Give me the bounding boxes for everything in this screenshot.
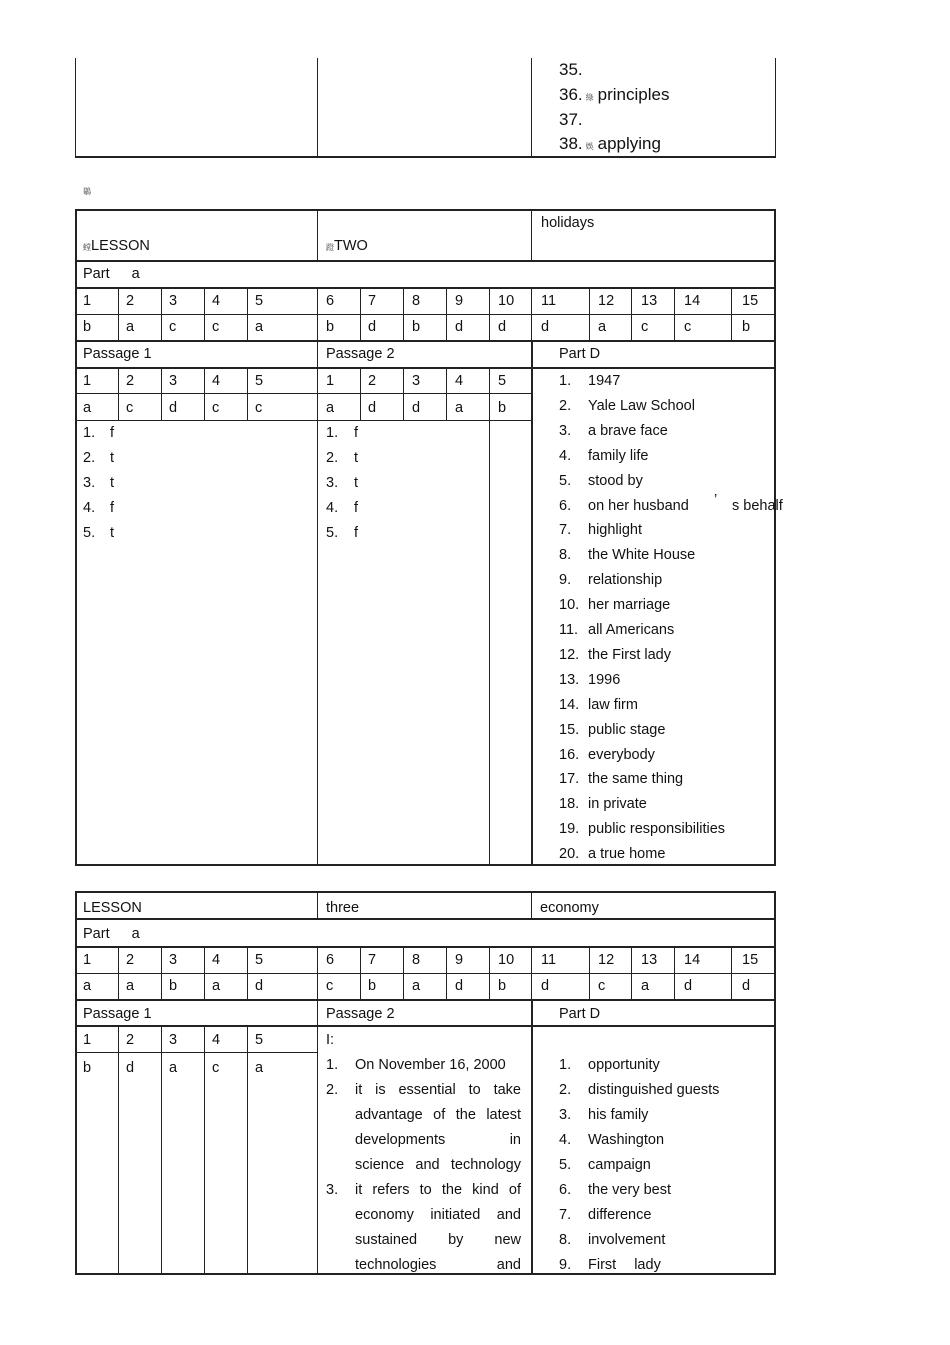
- passage2-item-number: 1.: [326, 1057, 339, 1073]
- passage2-answer: a: [455, 400, 464, 416]
- lesson-two-passage2-label: Passage 2: [326, 346, 395, 362]
- part-a-answer: b: [83, 319, 92, 335]
- partd-item-text: opportunity: [588, 1057, 660, 1073]
- top-answer-item: [559, 110, 583, 130]
- grid-line: [118, 367, 119, 420]
- top-answer-item: [559, 60, 583, 80]
- partd-item-text: involvement: [588, 1232, 666, 1248]
- part-a-answer: c: [641, 319, 649, 335]
- part-a-number: 5: [255, 293, 264, 309]
- part-a-number: 6: [326, 293, 335, 309]
- passage1-tf-number: 5.: [83, 525, 96, 541]
- part-a-number: 10: [498, 952, 515, 968]
- partd-item-number: 4.: [559, 1132, 572, 1148]
- item-number: 35.: [559, 60, 583, 79]
- part-a-answer: a: [255, 319, 264, 335]
- grid-line: [204, 288, 205, 341]
- passage2-number: 2: [368, 373, 377, 389]
- part-a-number: 7: [368, 293, 377, 309]
- passage1-number: 3: [169, 1032, 178, 1048]
- lesson-three-header-topic: economy: [540, 900, 599, 916]
- partd-item-number: 18.: [559, 796, 580, 813]
- passage2-intro: I:: [326, 1032, 335, 1048]
- part-a-answer: a: [641, 978, 650, 994]
- grid-line: [403, 947, 404, 1000]
- grid-line: [247, 288, 248, 341]
- passage1-tf-value: t: [110, 450, 115, 466]
- grid-line: [403, 367, 404, 420]
- passage2-item-line: sustained by new: [355, 1232, 521, 1248]
- passage2-tf-number: 2.: [326, 450, 339, 466]
- partd-item-text: First lady: [588, 1257, 661, 1273]
- grid-line: [360, 288, 361, 341]
- grid-line: [247, 1025, 248, 1275]
- partd-item-number: 19.: [559, 821, 580, 838]
- passage1-tf-number: 1.: [83, 425, 96, 441]
- part-a-answer: a: [83, 978, 92, 994]
- passage1-answer: c: [255, 400, 263, 416]
- part-a-number: 2: [126, 952, 135, 968]
- partd-item-text: the White House: [588, 547, 696, 564]
- partd-item-text: 1947: [588, 373, 621, 389]
- partd-item-text: Washington: [588, 1132, 665, 1148]
- passage1-tf-value: f: [110, 500, 115, 516]
- passage1-answer: a: [255, 1060, 264, 1076]
- passage2-number: 5: [498, 373, 507, 389]
- part-a-answer: d: [742, 978, 751, 994]
- part-a-number: 6: [326, 952, 335, 968]
- lesson-two-header-topic: holidays: [541, 215, 595, 231]
- passage1-answer: c: [212, 400, 220, 416]
- passage2-tf-number: 1.: [326, 425, 339, 441]
- passage1-number: 4: [212, 373, 221, 389]
- partd-item-text: distinguished guests: [588, 1082, 720, 1098]
- passage2-tf-value: f: [354, 425, 359, 441]
- partd-item-number: 10.: [559, 597, 580, 614]
- part-a-number: 4: [212, 293, 221, 309]
- passage1-tf-value: f: [110, 425, 115, 441]
- partd-item-number: 4.: [559, 447, 572, 464]
- part-a-number: 2: [126, 293, 135, 309]
- partd-item-number: 20.: [559, 846, 580, 863]
- grid-line: [631, 288, 632, 341]
- part-a-number: 5: [255, 952, 264, 968]
- part-a-number: 15: [742, 293, 759, 309]
- stray-mark: 娛: [585, 142, 594, 151]
- passage1-answer: d: [169, 400, 178, 416]
- passage1-number: 5: [255, 1032, 264, 1048]
- part-a-answer: a: [126, 319, 135, 335]
- top-answer-item: [559, 85, 669, 105]
- partd-item-number: 2.: [559, 1082, 572, 1098]
- part-a-answer: b: [368, 978, 377, 994]
- part-a-number: 12: [598, 293, 615, 309]
- grid-line: [489, 288, 490, 341]
- passage2-tf-value: f: [354, 525, 359, 541]
- item-text: applying: [597, 134, 661, 153]
- part-a-answer: d: [541, 319, 550, 335]
- part-a-answer: a: [126, 978, 135, 994]
- partd-item-number: 17.: [559, 771, 580, 788]
- item-text: principles: [597, 85, 670, 104]
- passage1-answer: c: [212, 1060, 220, 1076]
- part-a-answer: c: [684, 319, 692, 335]
- grid-line: [161, 1025, 162, 1275]
- passage1-number: 2: [126, 1032, 135, 1048]
- grid-line: [531, 947, 532, 1000]
- grid-line: [317, 288, 318, 341]
- grid-line: [118, 947, 119, 1000]
- partd-item-text: 1996: [588, 671, 621, 688]
- partd-item-text: everybody: [588, 746, 655, 763]
- part-a-answer: c: [326, 978, 334, 994]
- lesson-two-part-a-label: Part a: [83, 266, 140, 282]
- partd-item-number: 7.: [559, 1207, 572, 1223]
- partd-item-number: 9.: [559, 1257, 572, 1273]
- partd-item-text: Yale Law School: [588, 397, 695, 414]
- lesson-three-header-lesson: LESSON: [83, 900, 142, 916]
- grid-line: [731, 288, 732, 341]
- partd-item-number: 14.: [559, 696, 580, 713]
- grid-line: [118, 288, 119, 341]
- part-a-number: 8: [412, 952, 421, 968]
- partd-item-number: 7.: [559, 522, 572, 539]
- lesson-three-passage2-label: Passage 2: [326, 1006, 395, 1022]
- part-a-answer: d: [368, 319, 377, 335]
- part-a-number: 11: [541, 952, 557, 968]
- grid-line: [531, 288, 532, 341]
- partd-item-number: 8.: [559, 547, 572, 564]
- grid-line: [674, 947, 675, 1000]
- partd-item-number: 1.: [559, 1057, 572, 1073]
- grid-line: [360, 947, 361, 1000]
- partd-item-text: a true home: [588, 846, 666, 863]
- passage2-tf-number: 4.: [326, 500, 339, 516]
- item-number: 37.: [559, 110, 583, 129]
- passage1-number: 3: [169, 373, 178, 389]
- grid-line: [489, 947, 490, 1000]
- grid-line: [247, 947, 248, 1000]
- part-a-number: 11: [541, 293, 557, 309]
- passage1-answer: b: [83, 1060, 92, 1076]
- passage1-number: 5: [255, 373, 264, 389]
- part-a-number: 1: [83, 952, 92, 968]
- grid-line: [589, 947, 590, 1000]
- partd-item-text: his family: [588, 1107, 649, 1123]
- part-a-number: 7: [368, 952, 377, 968]
- passage2-item-line: it refers to the kind of: [355, 1182, 521, 1198]
- lesson-two-partd-label: Part D: [559, 346, 601, 362]
- grid-line: [446, 367, 447, 420]
- passage1-number: 2: [126, 373, 135, 389]
- partd-item-number: 15.: [559, 721, 580, 738]
- lesson-three-header-number: three: [326, 900, 360, 916]
- partd-item-text: her marriage: [588, 597, 671, 614]
- passage1-tf-number: 2.: [83, 450, 96, 466]
- part-a-answer: c: [598, 978, 606, 994]
- passage2-tf-number: 3.: [326, 475, 339, 491]
- partd-item-text: in private: [588, 796, 647, 813]
- top-answer-item: [559, 134, 661, 154]
- item-number: 38.: [559, 134, 583, 153]
- passage2-number: 1: [326, 373, 335, 389]
- lesson-two-passage1-label: Passage 1: [83, 346, 152, 362]
- grid-line: [589, 288, 590, 341]
- partd-item-text: the very best: [588, 1182, 672, 1198]
- passage1-number: 4: [212, 1032, 221, 1048]
- lesson-two-header-number: 蹬TWO: [326, 238, 368, 254]
- partd-item-text: campaign: [588, 1157, 651, 1173]
- passage2-number: 3: [412, 373, 421, 389]
- passage2-tf-value: t: [354, 475, 359, 491]
- part-a-number: 15: [742, 952, 759, 968]
- lesson-three-passage1-label: Passage 1: [83, 1006, 152, 1022]
- part-a-answer: b: [326, 319, 335, 335]
- grid-line: [118, 1025, 119, 1275]
- partd-item-number: 5.: [559, 472, 572, 489]
- part-a-answer: a: [412, 978, 421, 994]
- partd-item-text: all Americans: [588, 622, 675, 638]
- grid-line: [674, 288, 675, 341]
- part-a-answer: d: [455, 978, 464, 994]
- part-a-answer: b: [498, 978, 507, 994]
- part-a-answer: b: [169, 978, 178, 994]
- passage2-answer: b: [498, 400, 507, 416]
- partd-item-number: 3.: [559, 1107, 572, 1123]
- part-a-number: 14: [684, 293, 701, 309]
- passage1-answer: a: [83, 400, 92, 416]
- grid-line: [161, 947, 162, 1000]
- grid-line: [317, 947, 318, 1000]
- passage1-tf-number: 3.: [83, 475, 96, 491]
- partd-item-number: 12.: [559, 646, 580, 663]
- grid-line: [204, 1025, 205, 1275]
- part-a-answer: d: [541, 978, 550, 994]
- part-a-answer: a: [598, 319, 607, 335]
- grid-line: [204, 367, 205, 420]
- partd-item-text: stood by: [588, 472, 643, 489]
- lesson-three-partd-label: Part D: [559, 1006, 601, 1022]
- passage2-tf-value: t: [354, 450, 359, 466]
- passage2-item-number: 3.: [326, 1182, 339, 1198]
- passage2-tf-number: 5.: [326, 525, 339, 541]
- grid-line: [360, 367, 361, 420]
- part-a-answer: c: [212, 319, 220, 335]
- partd-item-number: 3.: [559, 422, 572, 439]
- partd-item-text: law firm: [588, 696, 638, 713]
- part-a-answer: b: [742, 319, 751, 335]
- partd-item-text: public responsibilities: [588, 821, 726, 838]
- part-a-answer: d: [684, 978, 693, 994]
- passage2-tf-value: f: [354, 500, 359, 516]
- partd-item-text: family life: [588, 447, 649, 464]
- part-a-number: 4: [212, 952, 221, 968]
- passage2-answer: d: [368, 400, 377, 416]
- part-a-number: 8: [412, 293, 421, 309]
- passage2-number: 4: [455, 373, 464, 389]
- grid-line: [403, 288, 404, 341]
- part-a-answer: a: [212, 978, 221, 994]
- grid-line: [631, 947, 632, 1000]
- passage2-item-line: technologies and: [355, 1257, 521, 1273]
- partd-item-number: 9.: [559, 572, 572, 589]
- part-a-answer: d: [255, 978, 264, 994]
- partd-item-number: 6.: [559, 497, 572, 514]
- partd-item-text: highlight: [588, 522, 643, 539]
- passage2-answer: a: [326, 400, 335, 416]
- part-a-answer: c: [169, 319, 177, 335]
- partd-item-text: difference: [588, 1207, 652, 1223]
- partd-item-text: on her husband: [588, 497, 689, 514]
- passage1-answer: d: [126, 1060, 135, 1076]
- passage2-item-line: economy initiated and: [355, 1207, 521, 1223]
- passage1-tf-value: t: [110, 525, 115, 541]
- passage1-number: 1: [83, 1032, 92, 1048]
- part-a-number: 14: [684, 952, 701, 968]
- part-a-number: 10: [498, 293, 515, 309]
- passage2-item-line: On November 16, 2000: [355, 1057, 506, 1073]
- passage1-answer: a: [169, 1060, 178, 1076]
- part-a-answer: b: [412, 319, 421, 335]
- part-a-number: 9: [455, 952, 464, 968]
- part-a-number: 3: [169, 952, 178, 968]
- partd-item-number: 13.: [559, 671, 580, 688]
- partd-item-number: 8.: [559, 1232, 572, 1248]
- passage2-item-line: it is essential to take: [355, 1082, 521, 1098]
- part-a-number: 1: [83, 293, 92, 309]
- partd-item-text-suffix: s behalf: [732, 497, 783, 514]
- stray-mark: 綠: [585, 93, 594, 102]
- partd-item-text: public stage: [588, 721, 666, 738]
- partd-item-number: 2.: [559, 397, 572, 414]
- passage2-item-line: science and technology: [355, 1157, 521, 1173]
- partd-item-number: 6.: [559, 1182, 572, 1198]
- passage1-tf-value: t: [110, 475, 115, 491]
- part-a-answer: d: [455, 319, 464, 335]
- part-a-answer: d: [498, 319, 507, 335]
- item-number: 36.: [559, 85, 583, 104]
- partd-item-number: 11.: [559, 622, 579, 638]
- part-a-number: 9: [455, 293, 464, 309]
- grid-line: [204, 947, 205, 1000]
- apostrophe-mark: ’: [714, 491, 718, 508]
- passage1-tf-number: 4.: [83, 500, 96, 516]
- partd-item-number: 1.: [559, 373, 572, 389]
- part-a-number: 13: [641, 952, 658, 968]
- grid-line: [247, 367, 248, 420]
- passage2-item-line: developments in: [355, 1132, 521, 1148]
- lesson-two-header-lesson: 螳LESSON: [83, 238, 150, 254]
- part-a-number: 13: [641, 293, 658, 309]
- partd-item-number: 16.: [559, 746, 580, 763]
- passage2-item-line: advantage of the latest: [355, 1107, 521, 1123]
- partd-item-text: the same thing: [588, 771, 684, 788]
- part-a-number: 3: [169, 293, 178, 309]
- stray-mark: 鶡: [83, 187, 91, 196]
- partd-item-text: a brave face: [588, 422, 668, 439]
- partd-item-text: relationship: [588, 572, 663, 589]
- partd-item-number: 5.: [559, 1157, 572, 1173]
- passage1-answer: c: [126, 400, 134, 416]
- part-a-number: 12: [598, 952, 615, 968]
- grid-line: [446, 947, 447, 1000]
- passage2-answer: d: [412, 400, 421, 416]
- lesson-three-part-a-label: Part a: [83, 926, 140, 942]
- passage2-item-number: 2.: [326, 1082, 339, 1098]
- grid-line: [161, 367, 162, 420]
- grid-line: [161, 288, 162, 341]
- passage1-number: 1: [83, 373, 92, 389]
- partd-item-text: the First lady: [588, 646, 671, 663]
- grid-line: [731, 947, 732, 1000]
- grid-line: [446, 288, 447, 341]
